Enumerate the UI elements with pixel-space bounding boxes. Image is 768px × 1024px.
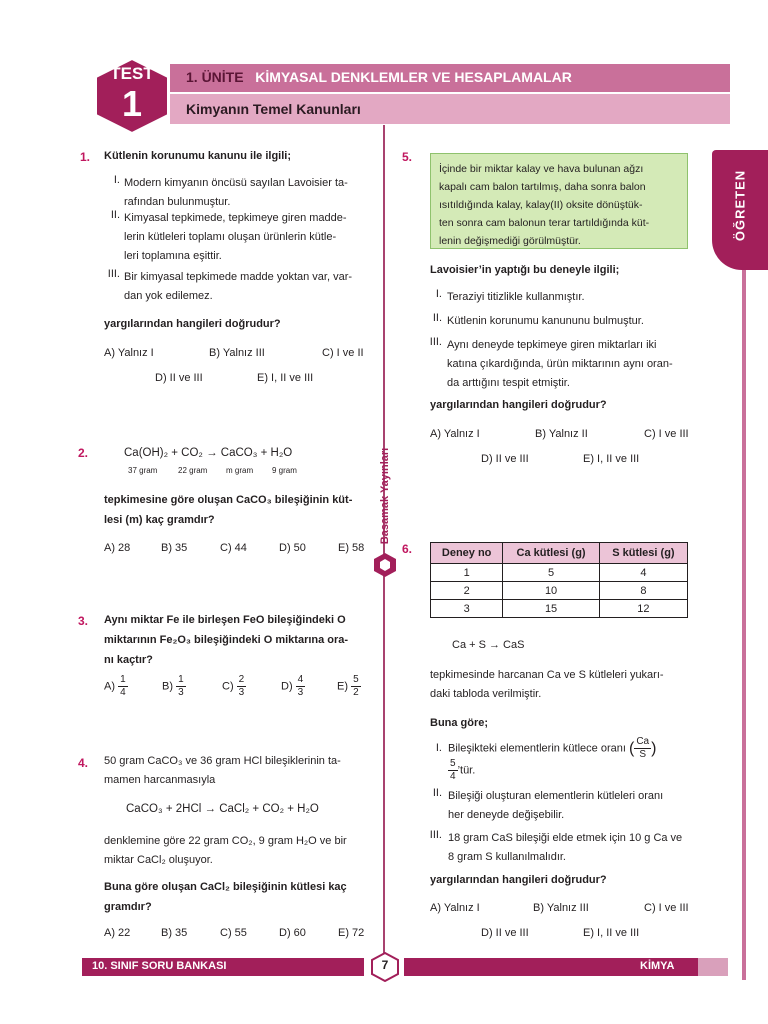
q4-option-e[interactable]: E) 72 <box>338 927 365 939</box>
q1-option-a[interactable]: A) Yalnız I <box>104 347 154 359</box>
q3-option-a-label: A) <box>104 680 115 693</box>
q5-box-line2: kapalı cam balon tartılmış, daha sonra balon <box>439 181 646 193</box>
table-cell: 10 <box>503 582 600 600</box>
q2-mass-3: m gram <box>226 466 254 475</box>
q4-mid <box>104 832 347 870</box>
q4-number: 4. <box>78 756 89 770</box>
table-cell: 5 <box>503 564 600 582</box>
q3-question <box>104 610 348 670</box>
q2-number: 2. <box>78 446 89 460</box>
q5-box-line1: İçinde bir miktar kalay ve hava bulunan ağzı <box>439 163 644 175</box>
q5-option-d[interactable]: D) II ve III <box>481 453 529 465</box>
q3-option-d-den: 3 <box>297 687 304 698</box>
q1-item2-text <box>124 209 347 266</box>
q2-mass-2: 22 gram <box>178 466 208 475</box>
q5-item3-line3: da arttığını tespit etmiştir. <box>447 377 570 389</box>
q1-option-d[interactable]: D) II ve III <box>155 372 203 384</box>
q6-item2-roman: II. <box>432 787 442 799</box>
q3-question-line2: miktarının Fe₂O₃ bileşiğindeki O miktarına ora- <box>104 634 349 646</box>
test-label: TEST <box>110 64 154 83</box>
test-number: 1 <box>121 83 143 124</box>
q3-option-d-label: D) <box>281 680 293 693</box>
q1-item1-roman: I. <box>113 174 120 186</box>
q1-stem: Kütlenin korunumu kanunu ile ilgili; <box>104 150 291 162</box>
q6-item3-text <box>448 829 682 867</box>
q1-item2-line3: leri toplamına eşittir. <box>124 250 222 262</box>
q6-number: 6. <box>402 542 413 556</box>
q6-option-a[interactable]: A) Yalnız I <box>430 902 480 914</box>
q3-option-e-den: 2 <box>353 687 359 698</box>
q5-stem: Lavoisier’in yaptığı bu deneyle ilgili; <box>430 264 620 276</box>
q4-mid-line2: miktar CaCl₂ oluşuyor. <box>104 854 213 866</box>
publisher-label: Basamak Yayınları <box>379 447 391 545</box>
footer-right-accent <box>698 958 728 976</box>
q5-item3-text <box>447 336 673 393</box>
q2-mass-4: 9 gram <box>272 466 297 475</box>
q6-option-b[interactable]: B) Yalnız III <box>533 902 589 914</box>
q6-item1-text <box>448 736 656 761</box>
q4-option-c[interactable]: C) 55 <box>220 927 247 939</box>
q3-number: 3. <box>78 614 89 628</box>
q3-option-b-label: B) <box>162 680 173 693</box>
q1-number: 1. <box>80 150 91 164</box>
q4-equation: CaCO₃ + 2HCl → CaCl₂ + CO₂ + H₂O <box>126 803 319 815</box>
q1-item1-text <box>124 174 348 212</box>
q6-item1-ratio <box>634 736 651 761</box>
q6-text-line2: daki tabloda verilmiştir. <box>430 688 542 700</box>
q1-item3-line2: dan yok edilemez. <box>124 290 213 302</box>
table-cell: 12 <box>599 600 687 618</box>
q4-intro-line1: 50 gram CaCO₃ ve 36 gram HCl bileşiklerinin ta- <box>104 755 341 767</box>
q6-item1-suffix: ’tür. <box>457 764 476 777</box>
q4-question <box>104 877 347 917</box>
q6-col-s: S kütlesi (g) <box>599 543 687 564</box>
q5-option-b[interactable]: B) Yalnız II <box>535 428 588 440</box>
q2-option-e[interactable]: E) 58 <box>338 542 365 554</box>
q4-question-line1: Buna göre oluşan CaCl₂ bileşiğinin kütlesi kaç <box>104 881 347 893</box>
q4-option-b[interactable]: B) 35 <box>161 927 188 939</box>
q3-option-c[interactable] <box>222 674 246 699</box>
q5-option-c[interactable]: C) I ve III <box>644 428 689 440</box>
q3-option-a-fraction <box>118 674 128 699</box>
q5-context-text <box>431 154 687 256</box>
q2-question <box>104 490 352 530</box>
footer-book-title: 10. SINIF SORU BANKASI <box>92 960 227 972</box>
unit-label: 1. ÜNİTE <box>186 69 244 85</box>
q6-item3-line2: 8 gram S kullanılmalıdır. <box>448 851 566 863</box>
q6-item2-text <box>448 787 663 825</box>
q5-item2-roman: II. <box>432 312 442 324</box>
q5-box-line4: ten sonra cam balonun terar tartıldığında küt- <box>439 217 650 229</box>
q6-col-deney: Deney no <box>431 543 503 564</box>
q3-question-line3: nı kaçtır? <box>104 654 153 666</box>
q5-option-a[interactable]: A) Yalnız I <box>430 428 480 440</box>
page-subtitle: Kimyanın Temel Kanunları <box>186 101 361 117</box>
table-row <box>431 600 688 618</box>
q4-option-d[interactable]: D) 60 <box>279 927 306 939</box>
q1-question: yargılarından hangileri doğrudur? <box>104 318 281 330</box>
q1-item3-text <box>124 268 352 306</box>
q6-item2-line1: Bileşiği oluşturan elementlerin kütleleri oranı <box>448 790 664 802</box>
q6-text-line1: tepkimesinde harcanan Ca ve S kütleleri yukarı- <box>430 669 664 681</box>
table-row <box>431 582 688 600</box>
q5-question: yargılarından hangileri doğrudur? <box>430 399 607 411</box>
q3-question-line1: Aynı miktar Fe ile birleşen FeO bileşiğindeki O <box>104 614 346 626</box>
q6-equation: Ca + S → CaS <box>452 639 525 651</box>
q4-intro-line2: mamen harcanmasıyla <box>104 774 216 786</box>
q5-item1-roman: I. <box>435 288 442 300</box>
q1-item3-line1: Bir kimyasal tepkimede madde yoktan var, var- <box>124 271 353 283</box>
q3-option-c-den: 3 <box>238 687 245 698</box>
q2-option-d[interactable]: D) 50 <box>279 542 306 554</box>
table-cell: 1 <box>431 564 503 582</box>
q4-option-a[interactable]: A) 22 <box>104 927 131 939</box>
q3-option-a-num: 1 <box>120 674 126 685</box>
q6-item1-roman: I. <box>435 742 442 754</box>
table-cell: 8 <box>599 582 687 600</box>
q6-text <box>430 666 664 704</box>
unit-name: KİMYASAL DENKLEMLER VE HESAPLAMALAR <box>255 69 572 85</box>
q6-option-e[interactable]: E) I, II ve III <box>583 927 640 939</box>
q6-table-header-row <box>431 543 688 564</box>
q6-item1-value-frac <box>448 758 458 783</box>
q3-option-e[interactable] <box>337 674 361 699</box>
ogreten-label: ÖĞRETEN <box>732 169 748 242</box>
q1-option-b[interactable]: B) Yalnız III <box>209 347 265 359</box>
q1-items <box>98 174 366 306</box>
table-cell: 3 <box>431 600 503 618</box>
q1-item1-line2: rafından bulunmuştur. <box>124 196 231 208</box>
q2-option-b[interactable]: B) 35 <box>161 542 188 554</box>
q1-item2-line2: lerin kütleleri toplamı oluşan ürünlerin kütle- <box>124 231 337 243</box>
q5-item3-line1: Aynı deneyde tepkimeye giren miktarları iki <box>447 339 657 351</box>
q3-option-d[interactable] <box>281 674 305 699</box>
q3-option-e-label: E) <box>337 680 348 693</box>
q3-option-e-num: 5 <box>353 674 359 685</box>
table-cell: 2 <box>431 582 503 600</box>
q2-question-line1: tepkimesine göre oluşan CaCO₃ bileşiğinin küt- <box>104 494 353 506</box>
q3-option-b[interactable] <box>162 674 186 699</box>
q3-option-d-num: 4 <box>297 674 304 685</box>
q5-item1-text: Teraziyi titizlikle kullanmıştır. <box>447 291 585 303</box>
q5-item3-roman: III. <box>429 336 442 348</box>
q1-item2-roman: II. <box>110 209 120 221</box>
q1-item1-line1: Modern kimyanın öncüsü sayılan Lavoisier ta- <box>124 177 348 189</box>
q5-context-box <box>430 153 688 249</box>
q2-question-line2: lesi (m) kaç gramdır? <box>104 514 215 526</box>
q5-option-e[interactable]: E) I, II ve III <box>583 453 640 465</box>
q2-option-c[interactable]: C) 44 <box>220 542 247 554</box>
paren-close-icon: ) <box>651 740 657 757</box>
table-cell: 15 <box>503 600 600 618</box>
q6-data-table <box>430 542 688 618</box>
q2-equation: Ca(OH)₂ + CO₂ → CaCO₃ + H₂O <box>124 447 293 459</box>
table-row <box>431 564 688 582</box>
q4-intro <box>104 752 341 790</box>
q6-option-d[interactable]: D) II ve III <box>481 927 529 939</box>
q2-option-a[interactable]: A) 28 <box>104 542 131 554</box>
q5-box-line5: lenin değişmediği görülmüştür. <box>439 235 581 247</box>
q6-item1-value-num: 5 <box>450 758 456 769</box>
q4-question-line2: gramdır? <box>104 901 152 913</box>
q6-item1-ratio-den: S <box>639 749 647 760</box>
q3-option-b-fraction <box>176 674 186 699</box>
q6-item1-ratio-num: Ca <box>636 736 650 747</box>
q3-option-d-fraction <box>296 674 306 699</box>
q6-items <box>420 787 695 871</box>
q2-mass-1: 37 gram <box>128 466 158 475</box>
q3-option-b-den: 3 <box>178 687 184 698</box>
q6-col-ca: Ca kütlesi (g) <box>503 543 600 564</box>
q3-option-a[interactable] <box>104 674 128 699</box>
q3-option-a-den: 4 <box>120 687 126 698</box>
footer-subject: KİMYA <box>640 960 675 972</box>
q6-item1-label: Bileşikteki elementlerin kütlece oranı <box>448 742 626 755</box>
q6-item3-line1: 18 gram CaS bileşiği elde etmek için 10 g Ca ve <box>448 832 683 844</box>
q6-question: yargılarından hangileri doğrudur? <box>430 874 607 886</box>
q5-item2-text: Kütlenin korunumu kanununu bulmuştur. <box>447 315 644 327</box>
q3-option-e-fraction <box>351 674 361 699</box>
q3-option-c-fraction <box>237 674 247 699</box>
q1-item3-roman: III. <box>107 268 120 280</box>
q3-option-b-num: 1 <box>178 674 184 685</box>
q3-option-c-num: 2 <box>238 674 245 685</box>
q6-item3-roman: III. <box>429 829 442 841</box>
q1-item2-line1: Kimyasal tepkimede, tepkimeye giren madde- <box>124 212 347 224</box>
q6-buna: Buna göre; <box>430 717 489 729</box>
q5-items <box>420 288 695 394</box>
publisher-logo-icon <box>372 552 398 578</box>
page-number: 7 <box>381 958 389 972</box>
q5-item3-line2: katına çıkardığında, ürün miktarının aynı oran- <box>447 358 673 370</box>
q4-mid-line1: denklemine göre 22 gram CO₂, 9 gram H₂O ve bir <box>104 835 347 847</box>
q3-option-c-label: C) <box>222 680 234 693</box>
q6-item1-value-den: 4 <box>450 771 456 782</box>
q5-box-line3: ısıtıldığında kalay, kalay(II) oksite dönüştük- <box>439 199 643 211</box>
q1-option-c[interactable]: C) I ve II <box>322 347 364 359</box>
unit-title <box>186 69 572 85</box>
paren-open-icon: ( <box>628 740 635 757</box>
table-cell: 4 <box>599 564 687 582</box>
q1-option-e[interactable]: E) I, II ve III <box>257 372 314 384</box>
q6-item1-value <box>448 758 475 783</box>
side-rule <box>742 270 746 980</box>
q6-item2-line2: her deneyde değişebilir. <box>448 809 565 821</box>
q6-option-c[interactable]: C) I ve III <box>644 902 689 914</box>
q5-number: 5. <box>402 150 413 164</box>
